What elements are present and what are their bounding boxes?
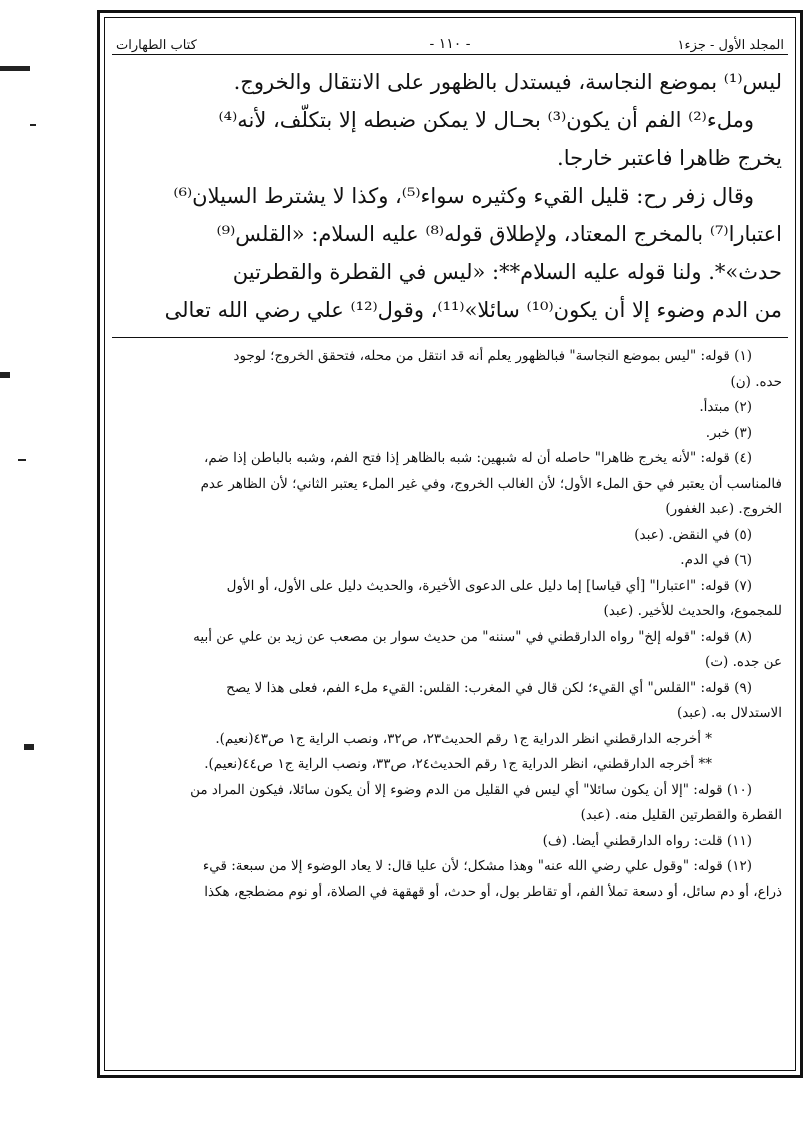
footnote-line: فالمناسب أن يعتبر في حق الملء الأول؛ لأن الغالب الخروج، وفي غير الملء يعتبر الثاني؛ لأن الظاهر عدم [200,475,782,492]
footnotes [112,344,788,905]
footnote-line: القطرة والقطرتين القليل منه. (عبد) [580,807,782,823]
footnote-line: عن جده. (ت) [705,654,782,670]
footnote-line: (٥) في النقض. (عبد) [634,526,752,543]
main-line: ليس⁽¹⁾ بموضع النجاسة، فيستدل بالظهور على الانتقال والخروج. [233,70,782,94]
main-line: اعتبارا⁽⁷⁾ بالمخرج المعتاد، ولإطلاق قوله⁽⁸⁾ عليه السلام: «القلس⁽⁹⁾ [216,222,782,246]
main-line: وقال زفر رح: قليل القيء وكثيره سواء⁽⁵⁾، وكذا لا يشترط السيلان⁽⁶⁾ [173,184,754,208]
footnote-line: (١٠) قوله: "إلا أن يكون سائلا" أي ليس في القليل من الدم وضوء إلا أن يكون سائلا، فيكون المراد من [190,781,752,798]
main-line: حدث»*. ولنا قوله عليه السلام**: «ليس في القطرة والقطرتين [232,260,782,284]
main-line: وملء⁽²⁾ الفم أن يكون⁽³⁾ بحـال لا يمكن ضبطه إلا بتكلّف، لأنه⁽⁴⁾ [218,108,754,132]
page-content [112,24,788,1068]
volume-label: المجلد الأول - جزء١ [677,38,784,53]
book-title: كتاب الطهارات [116,38,197,53]
footnote-line: (٧) قوله: "اعتبارا" [أي قياسا] إما دليل على الدعوى الأخيرة، والحديث دليل على الأول، أو الأول [226,577,752,594]
scan-edge-mark [18,459,26,461]
footnote-line: الخروج. (عبد الغفور) [665,501,782,517]
footnote-line: (٣) خبر. [705,424,752,441]
footnote-line: (٨) قوله: "قوله إلخ" رواه الدارقطني في "سننه" من حديث سوار بن مصعب عن زيد بن علي عن أبيه [193,628,752,645]
scan-edge-mark [0,372,10,378]
footnote-line: (٢) مبتدأ. [699,399,752,415]
footnote-line: ذراع، أو دم سائل، أو دسعة تملأ الفم، أو تقاطر بول، أو حدث، أو قهقهة في الصلاة، أو نوم مضطجع، هكذا [204,883,782,900]
main-line: يخرج ظاهرا فاعتبر خارجا. [557,146,782,170]
footnote-line: (١١) قلت: رواه الدارقطني أيضا. (ف) [542,832,752,849]
running-header [112,24,788,55]
citation-note: * أخرجه الدارقطني انظر الدراية ج١ رقم الحديث٢٣، ص٣٢، ونصب الراية ج١ ص٤٣(نعيم). [215,730,712,747]
footnote-divider [112,337,788,338]
citation-note: ** أخرجه الدارقطني، انظر الدراية ج١ رقم الحديث٢٤، ص٣٣، ونصب الراية ج١ ص٤٤(نعيم). [204,756,712,772]
scan-edge-mark [0,66,30,71]
footnote-line: (٤) قوله: "لأنه يخرج ظاهرا" حاصله أن له شبهين: شبه بالظاهر إذا فتح الفم، وشبه بالباطن إذا ضم، [204,450,752,466]
footnote-line: الاستدلال به. (عبد) [676,705,782,721]
scan-edge-mark [24,744,34,750]
footnote-line: (٩) قوله: "القلس" أي القيء؛ لكن قال في المغرب: القلس: القيء ملء الفم، فعلى هذا لا يصح [226,679,752,696]
footnote-line: (١) قوله: "ليس بموضع النجاسة" فبالظهور يعلم أنه قد انتقل من محله، فتحقق الخروج؛ لوجود [233,348,752,364]
footnote-line: (١٢) قوله: "وقول علي رضي الله عنه" وهذا مشكل؛ لأن عليا قال: لا يعاد الوضوء إلا من سبعة: قيء [202,858,752,874]
footnote-line: للمجموع، والحديث للأخير. (عبد) [603,603,782,619]
scan-edge-mark [30,124,36,126]
footnote-line: (٦) في الدم. [680,552,752,568]
main-line: من الدم وضوء إلا أن يكون⁽¹⁰⁾ سائلا»⁽¹¹⁾، وقول⁽¹²⁾ علي رضي الله تعالى [164,298,782,322]
page-number: - ١١٠ - [429,36,471,52]
footnote-line: حده. (ن) [730,373,782,390]
main-text [112,55,788,329]
